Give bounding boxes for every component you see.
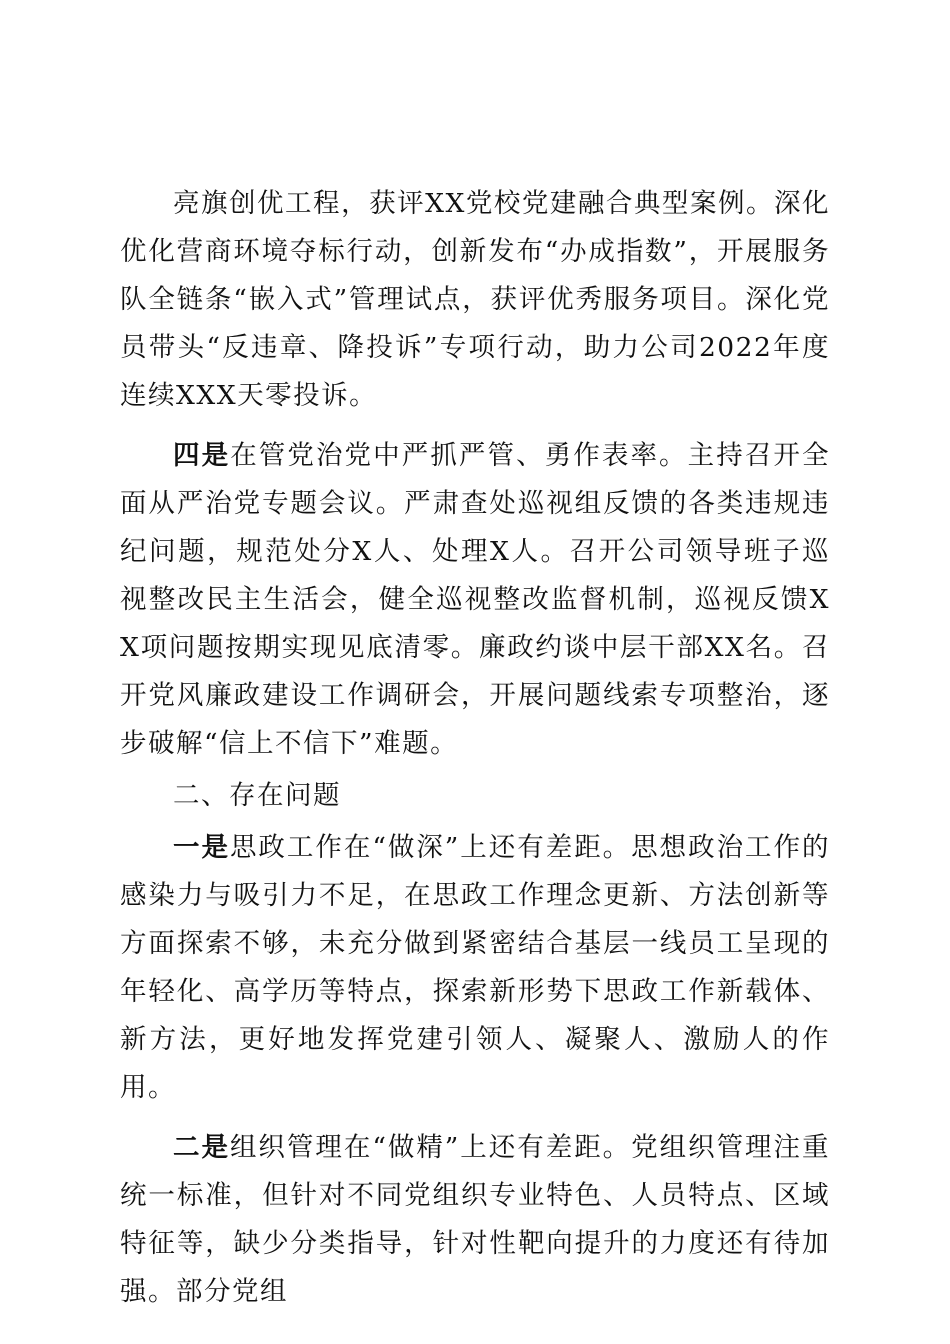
document-body bbox=[120, 180, 830, 1316]
paragraph-four bbox=[120, 432, 830, 768]
paragraph-two bbox=[120, 1124, 830, 1316]
paragraph-lead: 二是 bbox=[173, 1132, 230, 1163]
paragraph-text: 亮旗创优工程，获评XX党校党建融合典型案例。深化优化营商环境夺标行动，创新发布“办成指数”，开展服务队全链条“嵌入式”管理试点，获评优秀服务项目。深化党员带头“反违章、降投诉”专项行动，助力公司2022年度连续XXX天零投诉。 bbox=[120, 188, 830, 411]
paragraph-continued bbox=[120, 180, 830, 420]
paragraph-text: 思政工作在“做深”上还有差距。思想政治工作的感染力与吸引力不足，在思政工作理念更新、方法创新等方面探索不够，未充分做到紧密结合基层一线员工呈现的年轻化、高学历等特点，探索新形势下思政工作新载体、新方法，更好地发挥党建引领人、凝聚人、激励人的作用。 bbox=[120, 832, 830, 1103]
section-heading: 二、存在问题 bbox=[173, 780, 341, 811]
paragraph-lead: 一是 bbox=[173, 832, 230, 863]
paragraph-lead: 四是 bbox=[173, 440, 231, 471]
paragraph-one bbox=[120, 824, 830, 1112]
paragraph-text: 在管党治党中严抓严管、勇作表率。主持召开全面从严治党专题会议。严肃查处巡视组反馈的各类违规违纪问题，规范处分X人、处理X人。召开公司领导班子巡视整改民主生活会，健全巡视整改监督机制，巡视反馈XX项问题按期实现见底清零。廉政约谈中层干部XX名。召开党风廉政建设工作调研会，开展问题线索专项整治，逐步破解“信上不信下”难题。 bbox=[120, 440, 831, 759]
paragraph-text: 组织管理在“做精”上还有差距。党组织管理注重统一标准，但针对不同党组织专业特色、人员特点、区域特征等，缺少分类指导，针对性靶向提升的力度还有待加强。部分党组 bbox=[120, 1132, 830, 1307]
